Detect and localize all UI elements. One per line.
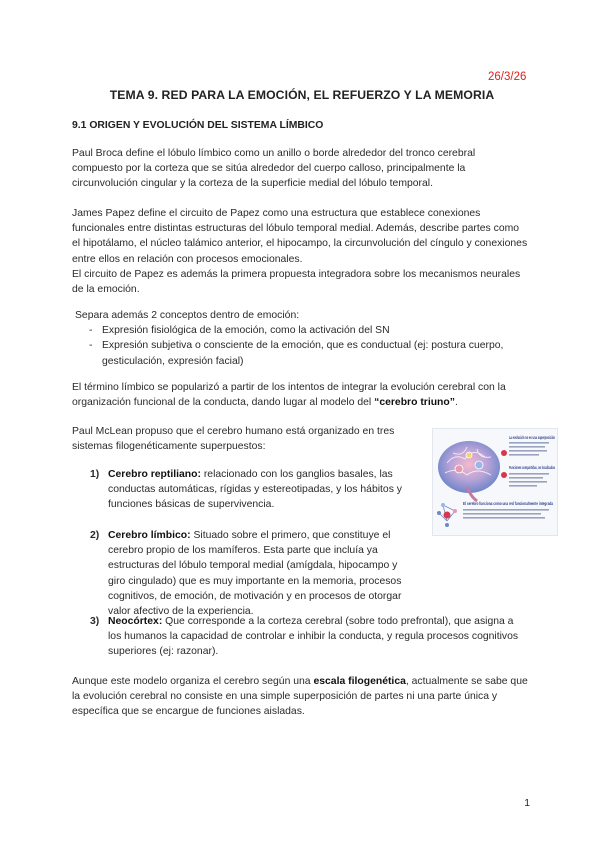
bold-term-cerebro-triuno: “cerebro triuno” [374,397,455,409]
list-item-cerebro-reptiliano: 1) Cerebro reptiliano: relacionado con los ganglios basales, las conductas automáticas, rígidas y estereotipadas, y los hábitos y funciones básicas de supervivencia. [90,469,402,511]
list-item: - Expresión fisiológica de la emoción, como la activación del SN [72,323,528,338]
paragraph-papez [72,206,528,297]
paragraph-mclean: Paul McLean propuso que el cerebro humano está organizado en tres sistemas filogenéticamente superpuestos: [72,426,395,453]
date-note: 26/3/26 [488,71,527,83]
marker-dot-icon [501,450,507,456]
paragraph-broca: Paul Broca define el lóbulo límbico como un anillo o borde alrededor del tronco cerebral compuesto por la corteza que se sitúa alrededor del cuerpo calloso, principalmente la circunvolución cingular y la corteza de la superficie medial del lóbulo temporal. [72,148,476,190]
brain-icon [438,441,500,493]
list-item-cerebro-limbico: 2) Cerebro límbico: Situado sobre el primero, que constituye el cerebro propio de los mamíferos. Esta parte que incluía ya estructuras del lóbulo temporal medial (amígdala, hipocampo y giro cingulado) que es muy importante en la memoria, procesos cognitivos, de emoción, de motivación y en procesos de otorgar valor afectivo de la experiencia. [90,530,402,618]
brain-illustration [433,429,557,535]
paragraph-papez-definition: James Papez define el circuito de Papez como una estructura que establece conexiones funcionales entre distintas estructuras del lóbulo temporal medial. Además, describe partes como el hipotálamo, el núcleo talámico anterior, el hipocampo, la circunvolución del cíngulo y conexiones entre ellos en relación con procesos emocionales. [72,208,528,265]
paragraph-papez-integration: El circuito de Papez es además la primera propuesta integradora sobre los mecanismos neurales de la emoción. [72,268,521,296]
figure-heading-1: La evolución no es una superposición [509,435,556,440]
emotion-concepts [72,308,528,369]
section-heading: 9.1 ORIGEN Y EVOLUCIÓN DEL SISTEMA LÍMBICO [72,120,324,131]
page-title: TEMA 9. RED PARA LA EMOCIÓN, EL REFUERZO Y LA MEMORIA [109,88,495,102]
emotion-intro: Separa además 2 conceptos dentro de emoción: [75,310,300,321]
figure-heading-2: Funciones compartidas, no localizadas [509,465,556,470]
marker-dot-icon [501,472,507,478]
list-item-neocortex: 3) Neocórtex: Que corresponde a la corteza cerebral (sobre todo prefrontal), que asigna a los humanos la capacidad de controlar e inhibir la conducta, y regula procesos cognitivos superiores (ej: razonar). [90,616,519,658]
paragraph-limbic-term: El término límbico se popularizó a partir de los intentos de integrar la evolución cerebral con la organización funcional de la conducta, dando lugar al modelo del “cerebro triuno”. [72,382,506,409]
brain-infographic [432,428,558,536]
paragraph-conclusion: Aunque este modelo organiza el cerebro según una escala filogenética, actualmente se sabe que la evolución cerebral no consiste en una simple superposición de partes ni una parte única y específica que se encargue de funciones aisladas. [72,676,528,718]
emotion-list [72,323,528,369]
page-number: 1 [524,798,530,809]
figure-heading-3: El cerebro funciona como una red funcionalmente integrada [463,501,554,506]
bold-term-escala-filogenetica: escala filogenética [313,676,406,687]
list-item: - Expresión subjetiva o consciente de la emoción, que es conductual (ej: postura cuerpo, gesticulación, expresión facial) [72,338,528,368]
network-icon [437,503,457,527]
